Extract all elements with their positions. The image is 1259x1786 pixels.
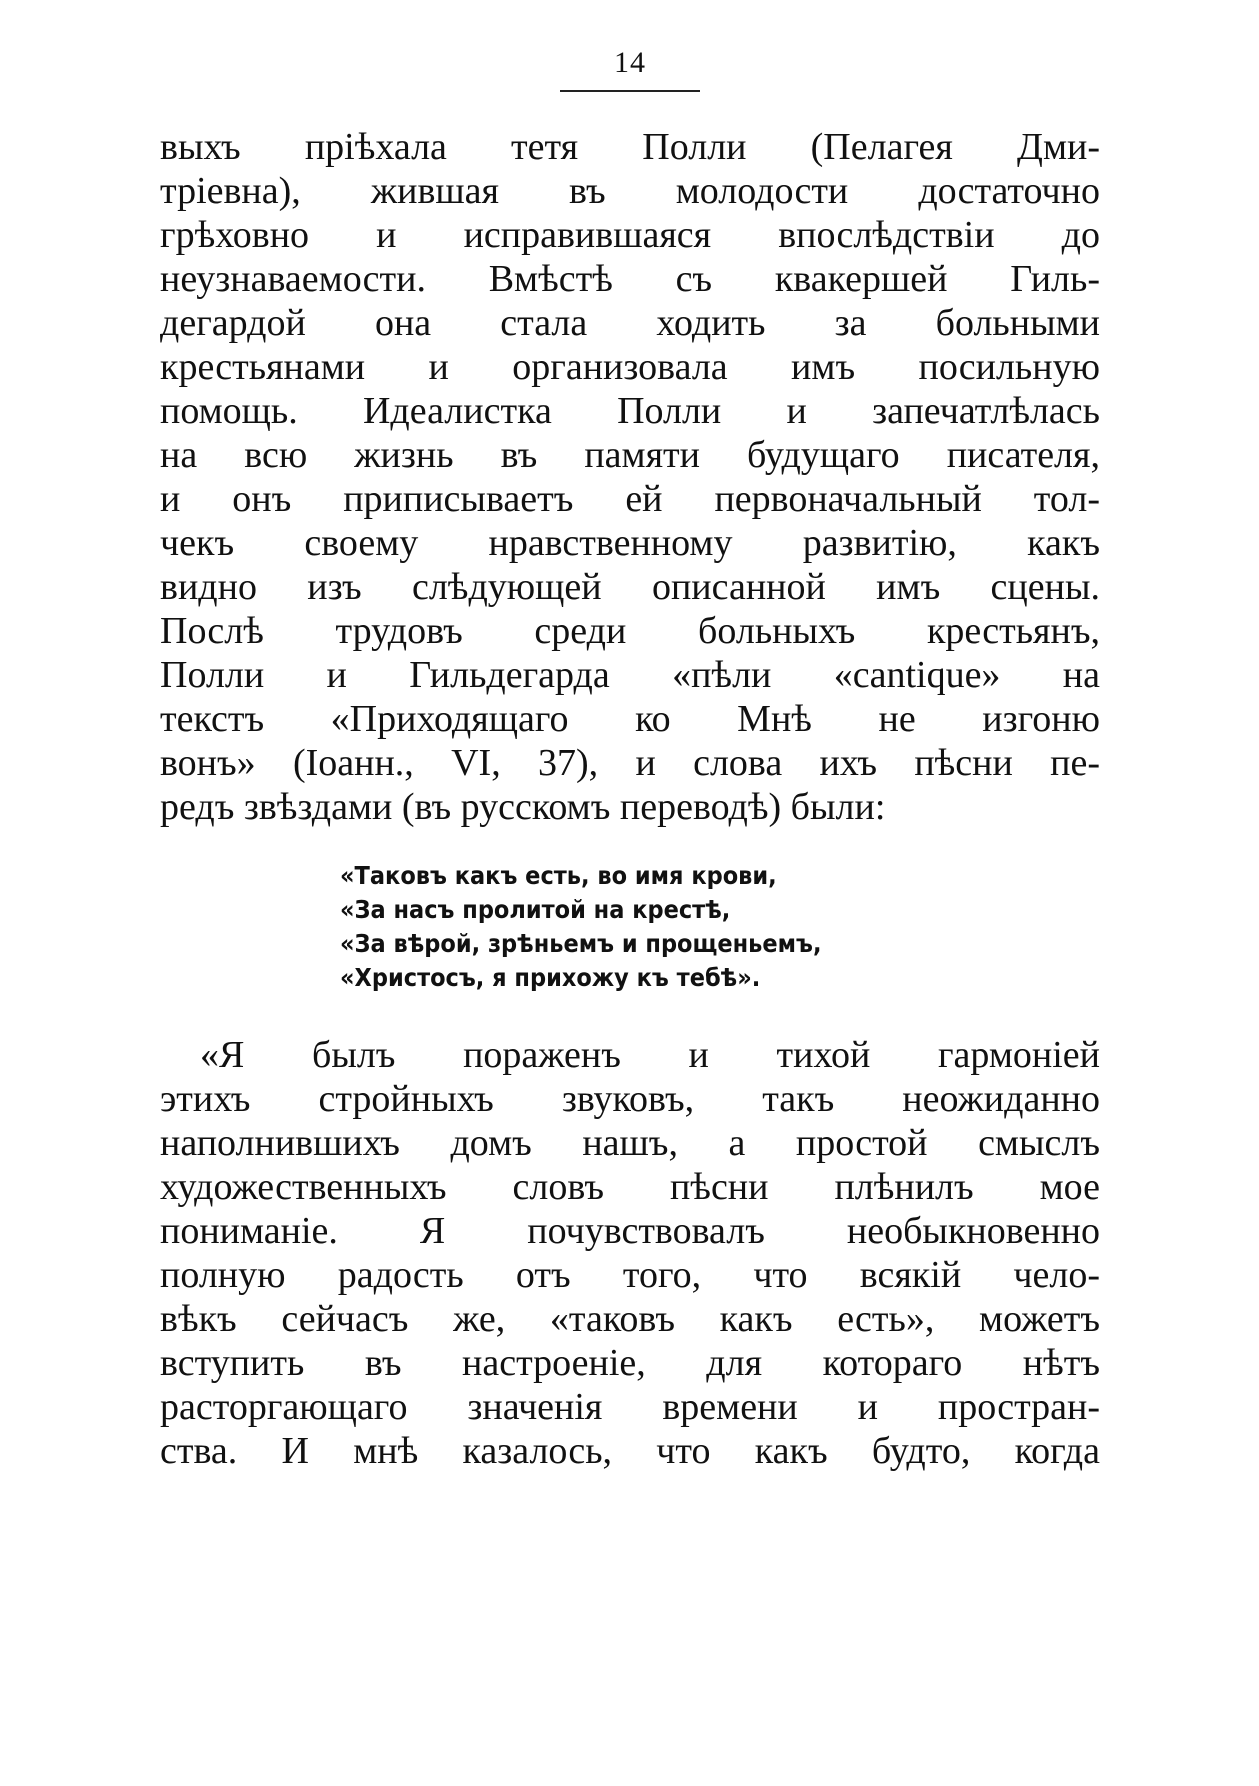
verse-line: «Таковъ какъ есть, во имя крови, xyxy=(340,861,777,890)
text-line: ства. И мнѣ казалось, что какъ будто, когда xyxy=(160,1430,1100,1472)
text-line: чекъ своему нравственному развитію, какъ xyxy=(160,522,1100,564)
verse-line: «За вѣрой, зрѣньемъ и прощеньемъ, xyxy=(340,929,822,958)
text-line: грѣховно и исправившаяся впослѣдствіи до xyxy=(160,214,1100,256)
page-number: 14 xyxy=(614,46,646,79)
text-line: Послѣ трудовъ среди больныхъ крестьянъ, xyxy=(160,610,1100,652)
text-line: вѣкъ сейчасъ же, «таковъ какъ есть», можетъ xyxy=(160,1298,1100,1340)
text-line: текстъ «Приходящаго ко Мнѣ не изгоню xyxy=(160,698,1100,740)
text-line: пониманіе. Я почувствовалъ необыкновенно xyxy=(160,1210,1100,1252)
verse-line: «Христосъ, я прихожу къ тебѣ». xyxy=(340,963,761,992)
text-line: вонъ» (Іоанн., VI, 37), и слова ихъ пѣсни пе- xyxy=(160,742,1100,784)
text-line: редъ звѣздами (въ русскомъ переводѣ) были: xyxy=(160,786,886,828)
text-line: расторгающаго значенія времени и простран- xyxy=(160,1386,1100,1428)
text-line: этихъ стройныхъ звуковъ, такъ неожиданно xyxy=(160,1078,1100,1120)
text-line: видно изъ слѣдующей описанной имъ сцены. xyxy=(160,566,1100,608)
text-line: полную радость отъ того, что всякій чело- xyxy=(160,1254,1100,1296)
text-line: «Я былъ пораженъ и тихой гармоніей xyxy=(200,1034,1100,1076)
text-line: наполнившихъ домъ нашъ, а простой смыслъ xyxy=(160,1122,1100,1164)
text-line: помощь. Идеалистка Полли и запечатлѣлась xyxy=(160,390,1100,432)
text-line: и онъ приписываетъ ей первоначальный тол- xyxy=(160,478,1100,520)
text-line: дегардой она стала ходить за больными xyxy=(160,302,1100,344)
text-line: Полли и Гильдегарда «пѣли «cantique» на xyxy=(160,654,1100,696)
page-number-rule xyxy=(560,90,700,92)
verse-line: «За насъ пролитой на крестѣ, xyxy=(340,895,731,924)
text-line: выхъ пріѣхала тетя Полли (Пелагея Дми- xyxy=(160,126,1100,168)
text-line: крестьянами и организовала имъ посильную xyxy=(160,346,1100,388)
text-line: вступить въ настроеніе, для котораго нѣтъ xyxy=(160,1342,1100,1384)
text-line: художественныхъ словъ пѣсни плѣнилъ мое xyxy=(160,1166,1100,1208)
text-line: неузнаваемости. Вмѣстѣ съ квакершей Гиль- xyxy=(160,258,1100,300)
text-line: тріевна), жившая въ молодости достаточно xyxy=(160,170,1100,212)
text-line: на всю жизнь въ памяти будущаго писателя, xyxy=(160,434,1100,476)
